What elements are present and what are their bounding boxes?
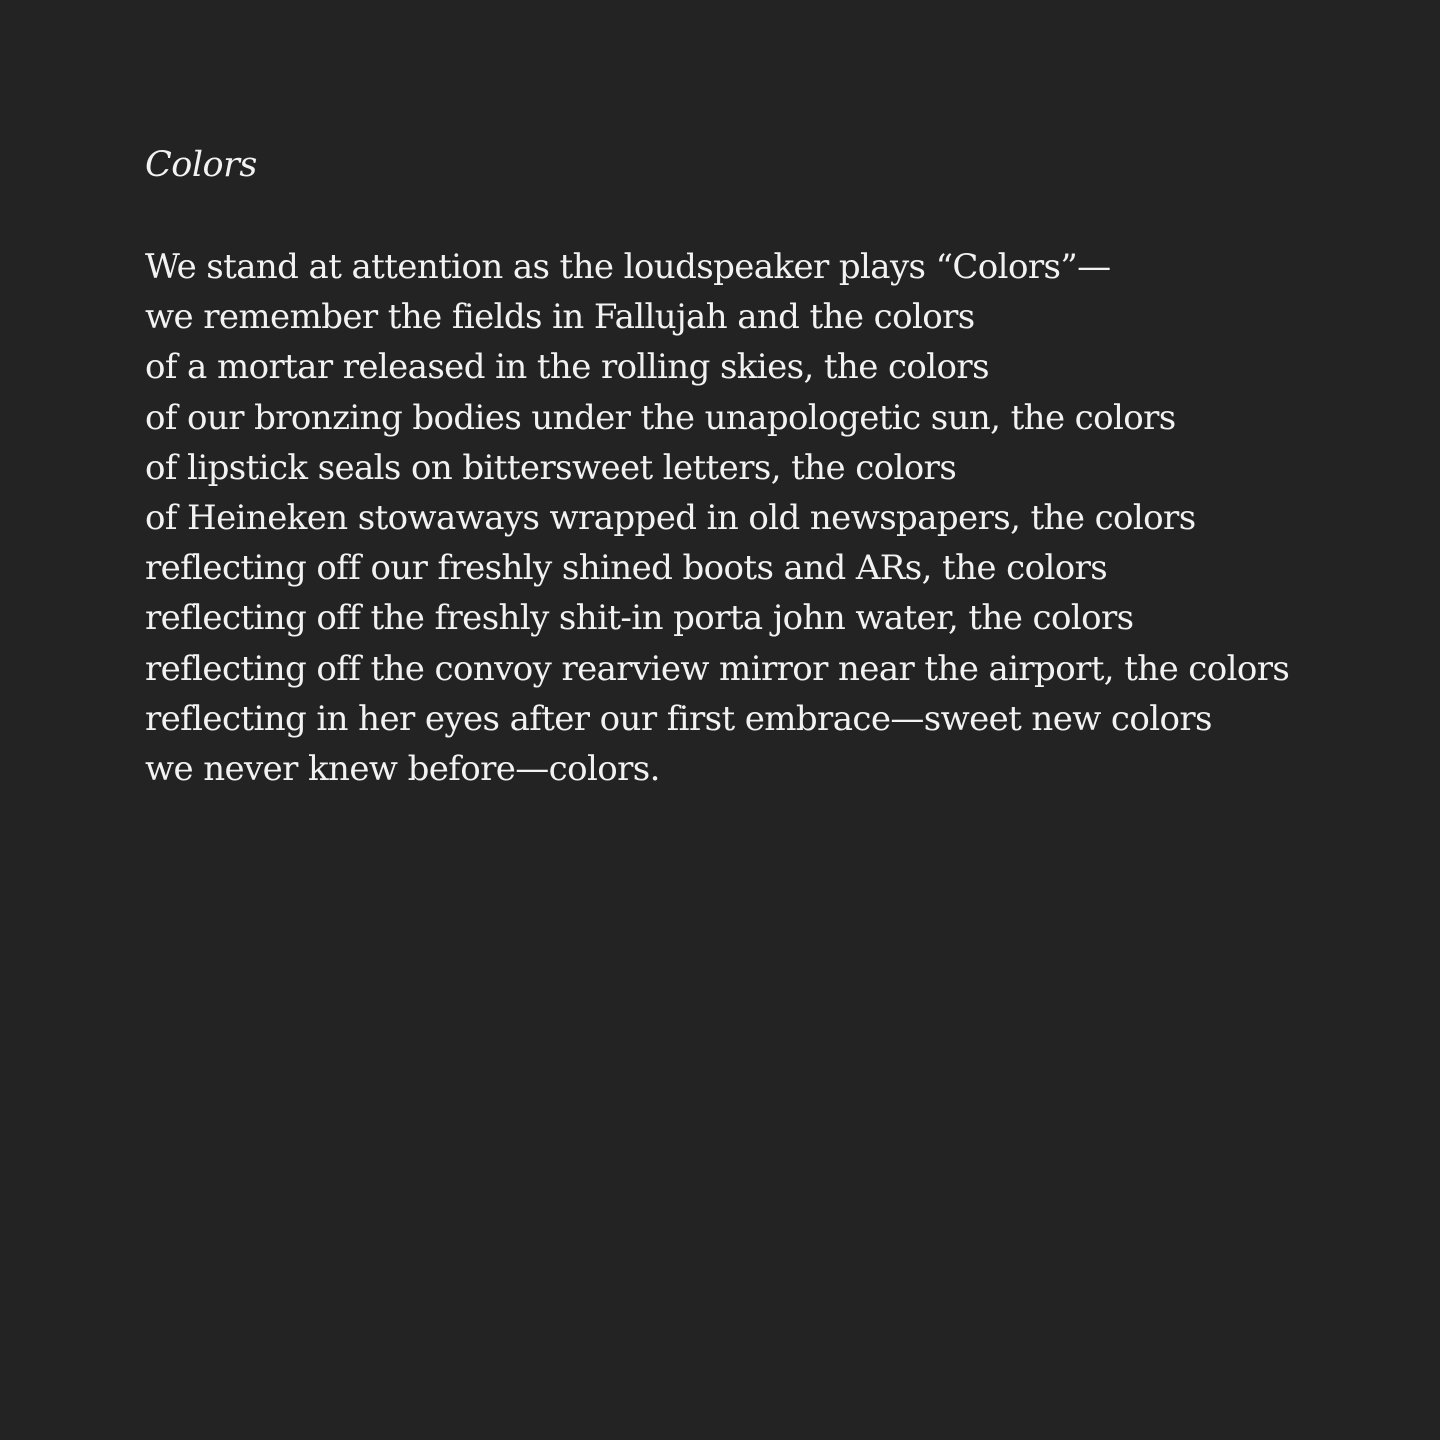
poem-line: of Heineken stowaways wrapped in old newspapers, the colors [145, 498, 1196, 539]
poem-title: Colors [145, 145, 257, 185]
poem-line: We stand at attention as the loudspeaker plays “Colors”— [145, 247, 1111, 287]
poem [145, 140, 1345, 794]
poem-body [145, 242, 1345, 794]
poem-line: reflecting off the convoy rearview mirror near the airport, the colors [145, 648, 1290, 689]
poem-line: of lipstick seals on bittersweet letters, the colors [145, 447, 957, 488]
poem-line: reflecting in her eyes after our first embrace—sweet new colors [145, 698, 1212, 739]
poem-line: reflecting off our freshly shined boots and ARs, the colors [145, 548, 1108, 589]
poem-line: we remember the fields in Fallujah and the colors [145, 297, 975, 338]
poem-line: we never knew before—colors. [145, 749, 660, 790]
poem-line: reflecting off the freshly shit-in porta john water, the colors [145, 598, 1134, 639]
poem-line: of our bronzing bodies under the unapologetic sun, the colors [145, 397, 1176, 438]
poem-line: of a mortar released in the rolling skies, the colors [145, 347, 989, 388]
